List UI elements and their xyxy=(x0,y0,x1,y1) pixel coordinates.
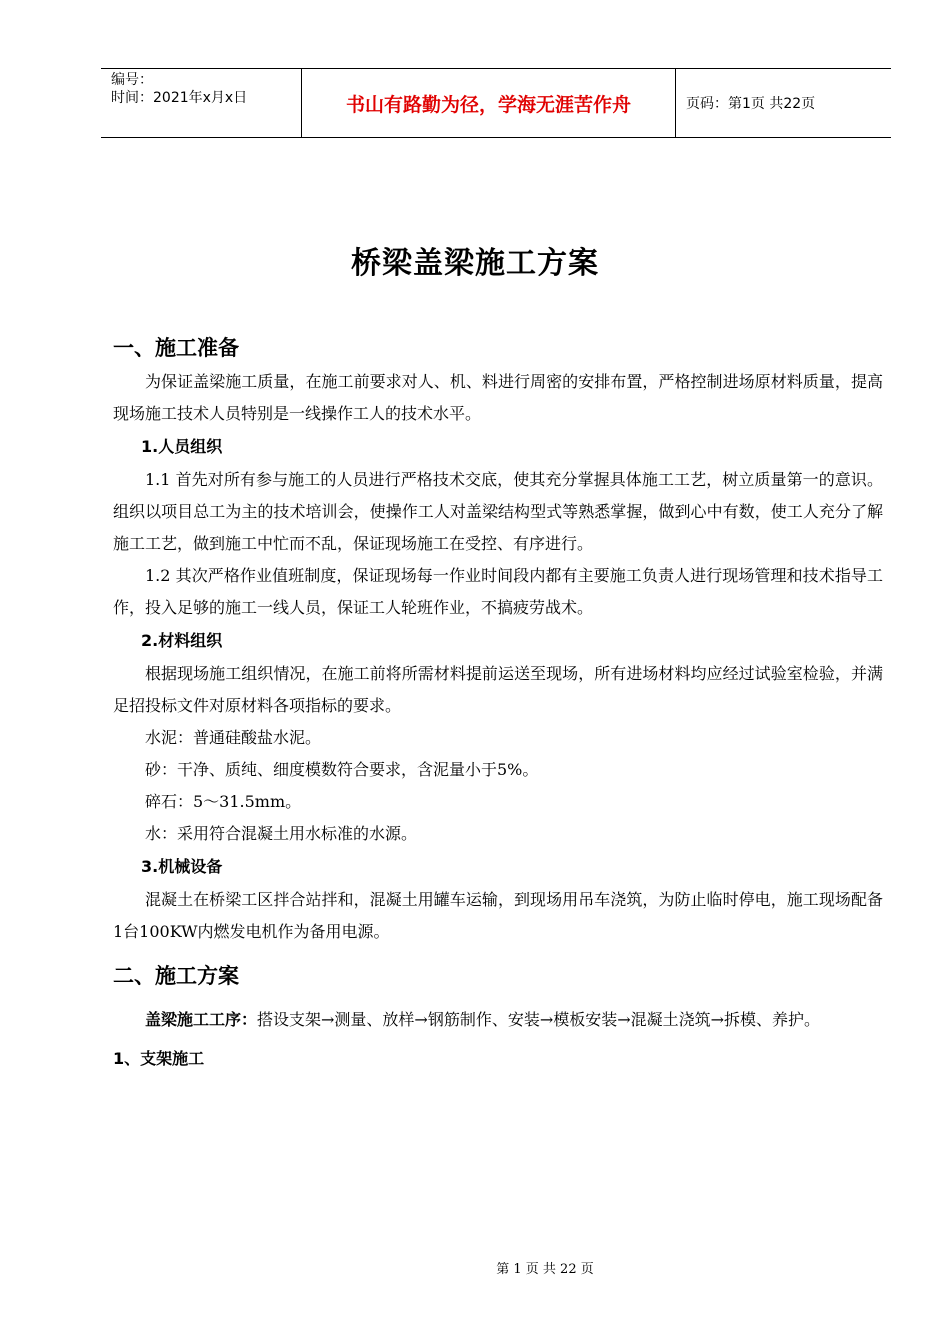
process-label: 盖梁施工工序： xyxy=(145,1010,258,1029)
material-item: 砂：干净、质纯、细度模数符合要求，含泥量小于5%。 xyxy=(145,760,539,779)
subsection-heading-personnel: 1.人员组织 xyxy=(141,437,223,456)
header-meta xyxy=(101,69,302,137)
material-item: 水：采用符合混凝土用水标准的水源。 xyxy=(145,824,418,843)
subsection-heading-equipment: 3.机械设备 xyxy=(141,857,223,876)
header-page-info: 页码：第1页 共22页 xyxy=(686,96,816,112)
material-item: 水泥：普通硅酸盐水泥。 xyxy=(145,728,322,747)
paragraph: 根据现场施工组织情况，在施工前将所需材料提前运送至现场，所有进场材料均应经过试验室检验，并满足招投标文件对原材料各项指标的要求。 xyxy=(113,664,883,715)
document-number-label: 编号： xyxy=(111,72,153,88)
paragraph: 1.2 其次严格作业值班制度，保证现场每一作业时间段内都有主要施工负责人进行现场管理和技术指导工作，投入足够的施工一线人员，保证工人轮班作业，不搞疲劳战术。 xyxy=(113,566,883,617)
material-item: 碎石：5～31.5mm。 xyxy=(145,792,302,811)
header-motto: 书山有路勤为径，学海无涯苦作舟 xyxy=(302,69,676,137)
section-heading-plan: 二、施工方案 xyxy=(113,964,239,988)
document-date: 时间：2021年x月x日 xyxy=(111,90,248,106)
page-header xyxy=(101,68,891,138)
process-text: 搭设支架→测量、放样→钢筋制作、安装→模板安装→混凝土浇筑→拆模、养护。 xyxy=(257,1010,821,1029)
paragraph: 1.1 首先对所有参与施工的人员进行严格技术交底，使其充分掌握具体施工工艺，树立质量第一的意识。组织以项目总工为主的技术培训会，使操作工人对盖梁结构型式等熟悉掌握，做到心中有数，使工人充分了解施工工艺，做到施工中忙而不乱，保证现场施工在受控、有序进行。 xyxy=(113,470,883,553)
section-heading-preparation: 一、施工准备 xyxy=(113,336,239,360)
paragraph: 混凝土在桥梁工区拌合站拌和，混凝土用罐车运输，到现场用吊车浇筑，为防止临时停电，施工现场配备1台100KW内燃发电机作为备用电源。 xyxy=(113,890,883,941)
document-body xyxy=(113,330,883,1076)
subsection-heading-materials: 2.材料组织 xyxy=(141,631,223,650)
document-title: 桥梁盖梁施工方案 xyxy=(351,246,599,281)
paragraph xyxy=(113,1004,883,1036)
subsection-heading-scaffold: 1、支架施工 xyxy=(113,1049,205,1068)
page-footer: 第 1 页 共 22 页 xyxy=(496,1262,594,1277)
paragraph: 为保证盖梁施工质量，在施工前要求对人、机、料进行周密的安排布置，严格控制进场原材料质量，提高现场施工技术人员特别是一线操作工人的技术水平。 xyxy=(113,372,883,423)
